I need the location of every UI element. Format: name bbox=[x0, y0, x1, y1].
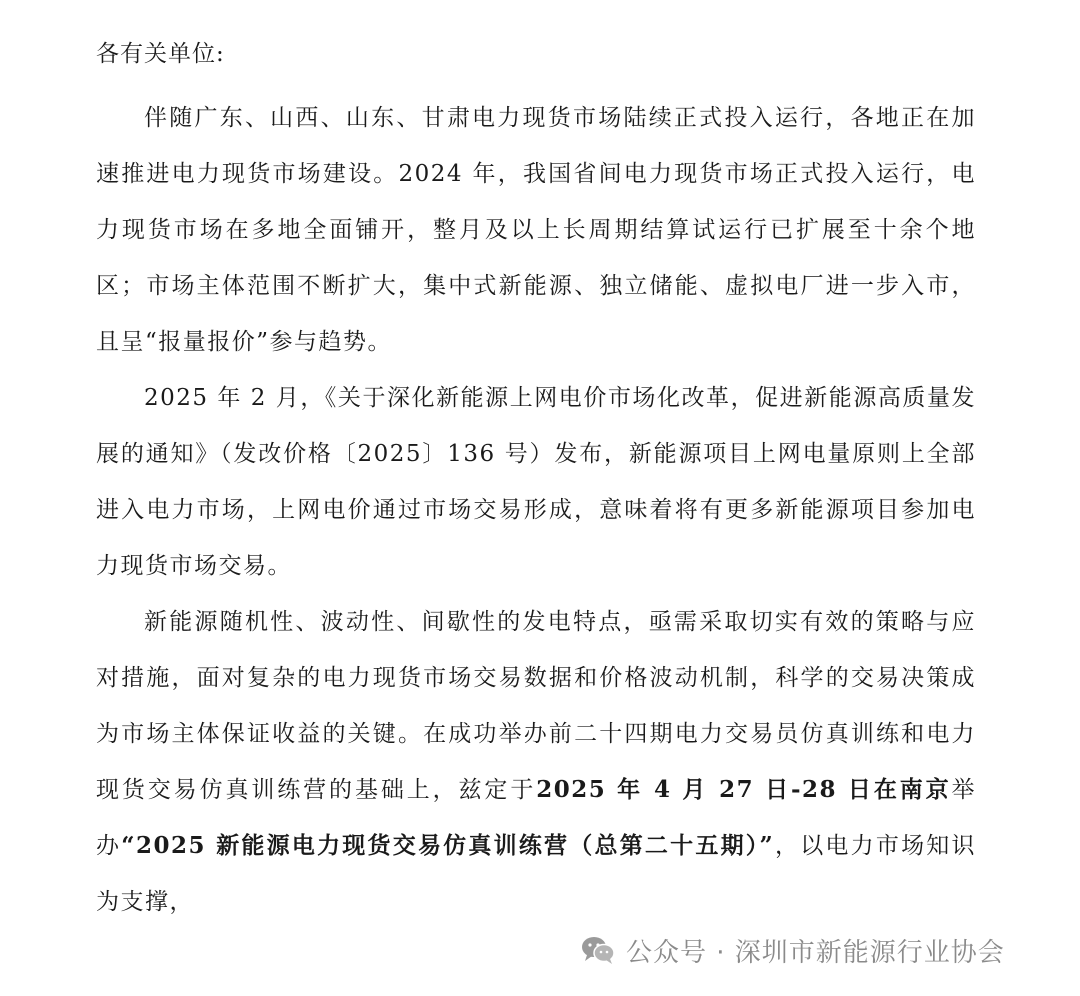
paragraph-3-text-1: 新能源随机性、波动性、间歇性的发电特点，亟需采取切实有效的策略与应对措施，面对复杂的电力现货市场交易数据和价格波动机制，科学的交易决策成为市场主体保证收益的关键。在成功举办前二十四期电力交易员仿真训练和电力现货交易仿真训练营的基础上，兹定于 bbox=[96, 609, 976, 803]
paragraph-1: 伴随广东、山西、山东、甘肃电力现货市场陆续正式投入运行，各地正在加速推进电力现货市场建设。2024 年，我国省间电力现货市场正式投入运行，电力现货市场在多地全面铺开，整月及以上长周期结算试运行已扩展至十余个地区；市场主体范围不断扩大，集中式新能源、独立储能、虚拟电厂进一步入市，且呈“报量报价”参与趋势。 bbox=[96, 105, 976, 355]
paragraph-3-text-4: ，以电力市场知识为支撑， bbox=[96, 833, 977, 915]
wechat-icon bbox=[580, 935, 616, 965]
event-date: 2025 年 4 月 27 日-28 日 bbox=[536, 776, 874, 803]
salutation: 各有关单位: bbox=[96, 41, 225, 67]
paragraph-2: 2025 年 2 月，《关于深化新能源上网电价市场化改革，促进新能源高质量发展的通知》（发改价格〔2025〕136 号）发布，新能源项目上网电量原则上全部进入电力市场，上网电价通过市场交易形成，意味着将有更多新能源项目参加电力现货市场交易。 bbox=[96, 385, 976, 579]
event-title: “2025 新能源电力现货交易仿真训练营（总第二十五期）” bbox=[121, 832, 775, 859]
document-body bbox=[96, 34, 976, 930]
watermark bbox=[580, 930, 1005, 970]
event-city: 南京 bbox=[899, 776, 952, 803]
paragraph-3 bbox=[96, 594, 976, 930]
paragraph-3-text-3: 举办 bbox=[96, 777, 977, 859]
watermark-text: 公众号 · 深圳市新能源行业协会 bbox=[626, 937, 1005, 968]
paragraph-3-text-2: 在 bbox=[873, 776, 900, 803]
